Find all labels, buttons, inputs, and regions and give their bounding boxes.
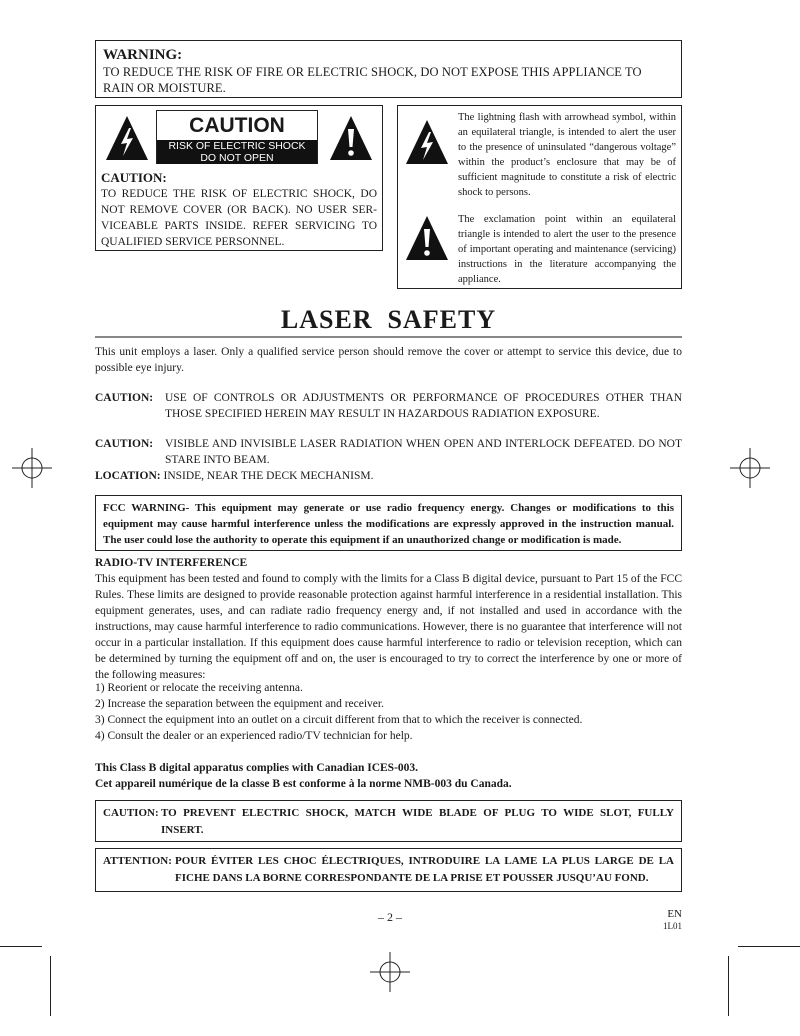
caution-label-line1: RISK OF ELECTRIC SHOCK (168, 140, 306, 152)
radio-tv-body: This equipment has been tested and found to comply with the limits for a Class B digital device, pursuant to Part 15 of the FCC Rules. These limits are designed to provide reasonable protection against harmful interference in a residential installation. This equipment generates, uses, and can radiate radio frequency energy and, if not installed and used in accordance with the instructions, may cause harmful interference to radio communications. However, there is no guarantee that interference will not occur in a particular installation. If this equipment does cause harmful interference to radio or television reception, which can be determined by turning the equipment off and on, the user is encouraged to try to correct the interference by one or more of the following measures: (95, 573, 682, 681)
laser-caution-2 (95, 436, 682, 468)
crop-mark (0, 946, 42, 947)
caution-label-title: CAUTION (189, 114, 285, 137)
plug-caution-label: CAUTION: (103, 807, 159, 819)
laser-location (95, 468, 682, 484)
exclamation-triangle-icon (328, 114, 374, 162)
registration-mark-icon (370, 952, 410, 992)
measure-item: 4) Consult the dealer or an experienced radio/TV technician for help. (95, 730, 413, 742)
caution-text-2: VISIBLE AND INVISIBLE LASER RADIATION WHEN OPEN AND INTERLOCK DEFEATED. DO NOT STARE INTO BEAM. (165, 438, 682, 466)
caution-heading: CAUTION: (101, 170, 167, 185)
attention-label: ATTENTION: (103, 855, 172, 867)
attention-text: POUR ÉVITER LES CHOC ÉLECTRIQUES, INTRODUIRE LA LAME LA PLUS LARGE DE LA FICHE DANS LA BORNE CORRESPONDANTE DE LA PRISE ET POUSSER JUSQU’AU FOND. (175, 855, 674, 884)
caution-label-1: CAUTION: (95, 392, 154, 404)
warning-text: TO REDUCE THE RISK OF FIRE OR ELECTRIC SHOCK, DO NOT EXPOSE THIS APPLIANCE TO RAIN OR MOISTURE. (103, 65, 642, 95)
title-divider (95, 336, 682, 338)
caution-body: TO REDUCE THE RISK OF ELECTRIC SHOCK, DO NOT REMOVE COVER (OR BACK). NO USER SER-VICEABLE PARTS INSIDE. REFER SERVICING TO QUALIFIED SERVICE PERSONNEL. (101, 188, 377, 248)
laser-caution-1 (95, 390, 682, 422)
document-code: 1L01 (663, 921, 682, 931)
caution-label (156, 110, 318, 164)
caution-label-subtitle (157, 140, 317, 164)
measure-item: 1) Reorient or relocate the receiving antenna. (95, 682, 303, 694)
crop-mark (728, 956, 729, 1016)
lightning-triangle-icon (404, 118, 450, 166)
exclamation-triangle-icon (404, 214, 450, 262)
page-language-code (640, 908, 682, 932)
registration-mark-icon (12, 448, 52, 488)
measure-item: 2) Increase the separation between the equipment and receiver. (95, 698, 384, 710)
warning-box (95, 40, 682, 98)
registration-mark-icon (730, 448, 770, 488)
laser-safety-title: LASER SAFETY (280, 305, 497, 334)
location-label: LOCATION: (95, 470, 161, 482)
language-label: EN (667, 908, 682, 920)
symbol-explanation-box (397, 105, 682, 289)
location-text: INSIDE, NEAR THE DECK MECHANISM. (163, 470, 374, 482)
lightning-explanation: The lightning flash with arrowhead symbol, within an equilateral triangle, is intended to alert the user to the presence of uninsulated “dangerous voltage” within the product’s enclosure that may be of sufficient magnitude to constitute a risk of electric shock to persons. (458, 112, 676, 198)
caution-label-line2: DO NOT OPEN (200, 151, 274, 164)
caution-label-2: CAUTION: (95, 438, 154, 450)
attention-box (95, 848, 682, 892)
page-number: – 2 – (378, 910, 402, 924)
caution-box (95, 105, 383, 251)
canada-compliance-en: This Class B digital apparatus complies with Canadian ICES-003. (95, 762, 419, 774)
exclamation-explanation: The exclamation point within an equilateral triangle is intended to alert the user to the presence of important operating and maintenance (servicing) instructions in the literature accompanying the appliance. (458, 214, 676, 285)
measure-item: 3) Connect the equipment into an outlet on a circuit different from that to which the receiver is connected. (95, 714, 583, 726)
plug-caution-box (95, 800, 682, 842)
lightning-triangle-icon (104, 114, 150, 162)
laser-intro: This unit employs a laser. Only a qualified service person should remove the cover or attempt to service this device, due to possible eye injury. (95, 346, 682, 374)
crop-mark (738, 946, 800, 947)
canada-compliance-fr: Cet appareil numérique de la classe B est conforme à la norme NMB-003 du Canada. (95, 778, 512, 790)
radio-tv-heading: RADIO-TV INTERFERENCE (95, 557, 248, 569)
crop-mark (50, 956, 51, 1016)
fcc-warning-box: FCC WARNING- This equipment may generate or use radio frequency energy. Changes or modifications to this equipment may cause harmful interference unless the modifications are expressly approved in the instruction manual. The user could lose the authority to operate this equipment if an unauthorized change or modification is made. (95, 495, 682, 551)
plug-caution-text: TO PREVENT ELECTRIC SHOCK, MATCH WIDE BLADE OF PLUG TO WIDE SLOT, FULLY INSERT. (161, 807, 674, 836)
warning-title: WARNING: (103, 47, 183, 63)
caution-text-1: USE OF CONTROLS OR ADJUSTMENTS OR PERFORMANCE OF PROCEDURES OTHER THAN THOSE SPECIFIED HEREIN MAY RESULT IN HAZARDOUS RADIATION EXPOSURE. (165, 392, 682, 420)
